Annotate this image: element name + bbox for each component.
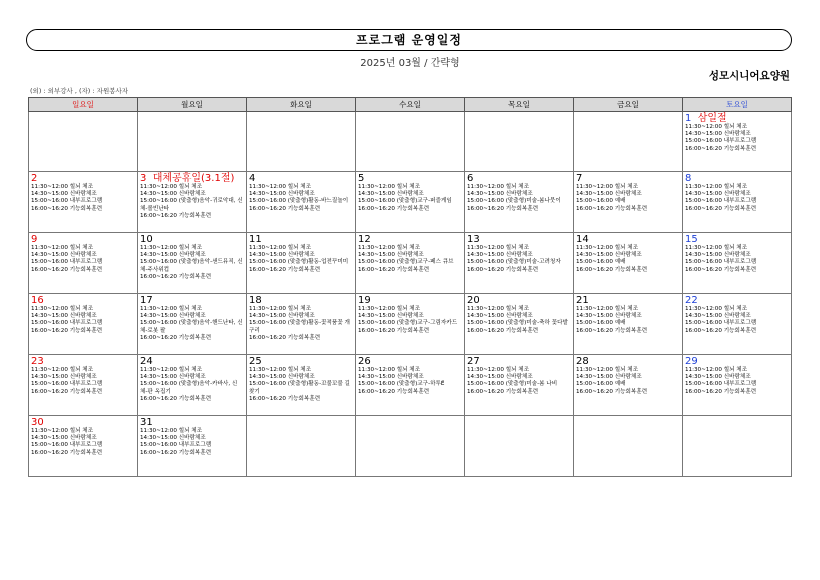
day-number: 9 <box>31 234 38 245</box>
schedule-item: 16:00~16:20 기능회복훈련 <box>576 205 648 212</box>
calendar-empty-cell <box>574 112 683 172</box>
schedule-item: 11:30~12:00 힐뇌 체조 <box>685 124 748 130</box>
day-number: 1 <box>685 113 692 124</box>
calendar-day-cell <box>683 112 792 172</box>
schedule-item: 11:30~12:00 힐뇌 체조 <box>140 245 203 251</box>
day-number: 23 <box>31 356 44 367</box>
day-number: 26 <box>358 356 371 367</box>
schedule-item: 15:00~16:00 내부프로그램 <box>31 259 103 266</box>
calendar-day-cell <box>138 294 247 355</box>
day-number-row <box>358 295 462 306</box>
schedule-item: 11:30~12:00 힐뇌 체조 <box>358 367 421 373</box>
schedule-item: 11:30~12:00 힐뇌 체조 <box>576 245 639 251</box>
schedule-item: 14:30~15:00 신바람체조 <box>31 252 97 259</box>
day-number-row <box>467 234 571 245</box>
calendar-day-cell <box>465 355 574 416</box>
day-number: 30 <box>31 417 44 428</box>
schedule-item: 14:30~15:00 신바람체조 <box>685 374 751 381</box>
calendar-day-cell <box>683 355 792 416</box>
schedule-item: 11:30~12:00 힐뇌 체조 <box>249 306 312 312</box>
day-number-row <box>576 295 680 306</box>
schedule-item: 11:30~12:00 힐뇌 체조 <box>467 367 530 373</box>
schedule-item: 16:00~16:20 기능회복훈련 <box>249 395 321 402</box>
day-number-row <box>31 356 135 367</box>
schedule-item: 15:00~16:00 (맞춤형)음악-샌드뮤직, 신체-주사위컵 <box>140 259 243 273</box>
schedule-item: 11:30~12:00 힐뇌 체조 <box>140 184 203 190</box>
calendar-empty-cell <box>356 416 465 477</box>
calendar-empty-cell <box>29 112 138 172</box>
day-number-row <box>31 173 135 184</box>
weekday-header-mon: 월요일 <box>138 98 247 112</box>
calendar-empty-cell <box>356 112 465 172</box>
schedule-item: 14:30~15:00 신바람체조 <box>685 252 751 259</box>
schedule-item: 14:30~15:00 신바람체조 <box>685 313 751 320</box>
holiday-label: 삼일절 <box>697 113 727 124</box>
calendar-week-row <box>29 172 792 233</box>
calendar-day-cell <box>247 233 356 294</box>
day-number: 10 <box>140 234 153 245</box>
calendar-day-cell <box>29 416 138 477</box>
day-number-row <box>576 234 680 245</box>
schedule-item: 15:00~16:00 내부프로그램 <box>140 442 212 449</box>
schedule-item: 15:00~16:00 예배 <box>576 381 626 388</box>
calendar-day-cell <box>29 355 138 416</box>
schedule-item: 15:00~16:00 (맞춤형)활동-업전꾸미미 <box>249 259 349 266</box>
day-number-row <box>358 173 462 184</box>
schedule-item: 11:30~12:00 힐뇌 체조 <box>358 245 421 251</box>
schedule-item: 16:00~16:20 기능회복훈련 <box>140 273 212 280</box>
schedule-item: 15:00~16:00 (맞춤형)교구-페스 큐브 <box>358 259 454 266</box>
schedule-item: 14:30~15:00 신바람체조 <box>140 252 206 259</box>
weekday-header-row <box>29 98 792 112</box>
calendar-day-cell <box>247 294 356 355</box>
weekday-header-sat: 토요일 <box>683 98 792 112</box>
schedule-item: 11:30~12:00 힐뇌 체조 <box>467 306 530 312</box>
schedule-item: 11:30~12:00 힐뇌 체조 <box>249 184 312 190</box>
day-number: 16 <box>31 295 44 306</box>
schedule-item: 15:00~16:00 (맞춤형)교구-퍼즐게임 <box>358 198 452 205</box>
schedule-item: 15:00~16:00 (맞춤형)활동-바느질놀이 <box>249 198 349 205</box>
calendar-day-cell <box>574 294 683 355</box>
calendar-day-cell <box>356 294 465 355</box>
schedule-item: 15:00~16:00 (맞춤형)미술-봄나뭇이 <box>467 198 561 205</box>
day-number: 18 <box>249 295 262 306</box>
schedule-item: 16:00~16:20 기능회복훈련 <box>249 205 321 212</box>
calendar-week-row <box>29 112 792 172</box>
schedule-item: 11:30~12:00 힐뇌 체조 <box>140 306 203 312</box>
schedule-item: 11:30~12:00 힐뇌 체조 <box>576 367 639 373</box>
day-number: 2 <box>31 173 38 184</box>
schedule-item: 15:00~16:00 내부프로그램 <box>685 259 757 266</box>
schedule-item: 14:30~15:00 신바람체조 <box>249 374 315 381</box>
calendar-day-cell <box>247 355 356 416</box>
day-number-row <box>576 356 680 367</box>
schedule-item: 14:30~15:00 신바람체조 <box>685 131 751 138</box>
day-number: 28 <box>576 356 589 367</box>
day-number: 24 <box>140 356 153 367</box>
day-number-row <box>140 173 244 184</box>
day-number-row <box>685 173 789 184</box>
page-subtitle: 2025년 03월 / 간략형 <box>360 58 460 69</box>
calendar-empty-cell <box>683 416 792 477</box>
schedule-item: 15:00~16:00 예배 <box>576 259 626 266</box>
schedule-item: 14:30~15:00 신바람체조 <box>31 313 97 320</box>
calendar-week-row <box>29 294 792 355</box>
calendar-table <box>28 97 792 477</box>
day-number: 14 <box>576 234 589 245</box>
schedule-item: 16:00~16:20 기능회복훈련 <box>685 145 757 152</box>
schedule-item: 14:30~15:00 신바람체조 <box>358 252 424 259</box>
weekday-header-tue: 화요일 <box>247 98 356 112</box>
schedule-item: 15:00~16:00 내부프로그램 <box>685 320 757 327</box>
schedule-item: 15:00~16:00 내부프로그램 <box>685 198 757 205</box>
calendar-empty-cell <box>465 112 574 172</box>
schedule-item: 11:30~12:00 힐뇌 체조 <box>31 306 94 312</box>
schedule-item: 11:30~12:00 힐뇌 체조 <box>31 367 94 373</box>
schedule-item: 14:30~15:00 신바람체조 <box>249 252 315 259</box>
schedule-item: 16:00~16:20 기능회복훈련 <box>249 266 321 273</box>
schedule-item: 11:30~12:00 힐뇌 체조 <box>31 184 94 190</box>
schedule-item: 15:00~16:00 내부프로그램 <box>31 442 103 449</box>
day-number: 25 <box>249 356 262 367</box>
schedule-item: 14:30~15:00 신바람체조 <box>249 191 315 198</box>
schedule-item: 16:00~16:20 기능회복훈련 <box>358 205 430 212</box>
day-number: 12 <box>358 234 371 245</box>
schedule-item: 16:00~16:20 기능회복훈련 <box>685 266 757 273</box>
day-number-row <box>249 356 353 367</box>
day-number-row <box>31 295 135 306</box>
schedule-item: 14:30~15:00 신바람체조 <box>31 374 97 381</box>
day-number: 31 <box>140 417 153 428</box>
calendar-day-cell <box>683 172 792 233</box>
calendar-day-cell <box>356 172 465 233</box>
schedule-item: 14:30~15:00 신바람체조 <box>140 374 206 381</box>
schedule-item: 15:00~16:00 (맞춤형)미술-축하 꽃다발 <box>467 320 568 327</box>
day-number: 6 <box>467 173 474 184</box>
day-number-row <box>358 356 462 367</box>
schedule-item: 11:30~12:00 힐뇌 체조 <box>467 184 530 190</box>
schedule-item: 14:30~15:00 신바람체조 <box>576 252 642 259</box>
day-number-row <box>685 295 789 306</box>
schedule-item: 14:30~15:00 신바람체조 <box>140 435 206 442</box>
day-number: 20 <box>467 295 480 306</box>
schedule-item: 15:00~16:00 (맞춤형)음악-카바사, 신체-판 옥집기 <box>140 381 238 395</box>
schedule-item: 15:00~16:00 내부프로그램 <box>31 381 103 388</box>
schedule-item: 16:00~16:20 기능회복훈련 <box>31 205 103 212</box>
schedule-item: 11:30~12:00 힐뇌 체조 <box>576 184 639 190</box>
schedule-item: 16:00~16:20 기능회복훈련 <box>140 449 212 456</box>
schedule-item: 16:00~16:20 기능회복훈련 <box>576 388 648 395</box>
schedule-item: 15:00~16:00 (맞춤형)음악-귀로악대, 신체-볼빈난타 <box>140 198 243 212</box>
schedule-item: 11:30~12:00 힐뇌 체조 <box>685 306 748 312</box>
day-number: 13 <box>467 234 480 245</box>
day-number-row <box>467 356 571 367</box>
calendar-empty-cell <box>574 416 683 477</box>
schedule-item: 16:00~16:20 기능회복훈련 <box>467 205 539 212</box>
day-number: 21 <box>576 295 589 306</box>
schedule-item: 14:30~15:00 신바람체조 <box>576 191 642 198</box>
schedule-item: 16:00~16:20 기능회복훈련 <box>685 205 757 212</box>
schedule-item: 15:00~16:00 (맞춤형)활동-꽃적품꽃 개구리 <box>249 320 350 334</box>
day-number-row <box>140 295 244 306</box>
day-number: 19 <box>358 295 371 306</box>
calendar-day-cell <box>683 233 792 294</box>
schedule-item: 16:00~16:20 기능회복훈련 <box>685 327 757 334</box>
day-number-row <box>249 173 353 184</box>
schedule-item: 14:30~15:00 신바람체조 <box>467 191 533 198</box>
calendar-day-cell <box>574 233 683 294</box>
day-number-row <box>140 417 244 428</box>
schedule-item: 15:00~16:00 내부프로그램 <box>685 381 757 388</box>
calendar-empty-cell <box>247 416 356 477</box>
calendar-day-cell <box>356 233 465 294</box>
day-number: 22 <box>685 295 698 306</box>
schedule-item: 14:30~15:00 신바람체조 <box>249 313 315 320</box>
schedule-item: 16:00~16:20 기능회복훈련 <box>576 266 648 273</box>
schedule-item: 15:00~16:00 예배 <box>576 320 626 327</box>
weekday-header-sun: 일요일 <box>29 98 138 112</box>
schedule-item: 11:30~12:00 힐뇌 체조 <box>685 245 748 251</box>
calendar-day-cell <box>29 233 138 294</box>
schedule-item: 15:00~16:00 (맞춤형)활동-꼬불꼬불 길찾기 <box>249 381 350 395</box>
schedule-item: 15:00~16:00 (맞춤형)교구-그림자카드 <box>358 320 458 327</box>
day-number: 8 <box>685 173 692 184</box>
day-number: 7 <box>576 173 583 184</box>
schedule-item: 11:30~12:00 힐뇌 체조 <box>467 245 530 251</box>
schedule-item: 14:30~15:00 신바람체조 <box>358 374 424 381</box>
schedule-item: 15:00~16:00 (맞춤형)음악-핸드난타, 신체-로봇 팔 <box>140 320 243 334</box>
schedule-item: 16:00~16:20 기능회복훈련 <box>140 334 212 341</box>
schedule-item: 16:00~16:20 기능회복훈련 <box>140 212 212 219</box>
schedule-item: 15:00~16:00 예배 <box>576 198 626 205</box>
schedule-item: 11:30~12:00 힐뇌 체조 <box>31 428 94 434</box>
schedule-item: 11:30~12:00 힐뇌 체조 <box>685 367 748 373</box>
schedule-item: 14:30~15:00 신바람체조 <box>140 191 206 198</box>
day-number-row <box>685 356 789 367</box>
schedule-item: 15:00~16:00 (맞춤형)교구-하투Ё <box>358 381 445 388</box>
calendar-day-cell <box>29 294 138 355</box>
day-number: 29 <box>685 356 698 367</box>
schedule-item: 14:30~15:00 신바람체조 <box>358 191 424 198</box>
day-number: 15 <box>685 234 698 245</box>
schedule-item: 16:00~16:20 기능회복훈련 <box>31 266 103 273</box>
schedule-item: 11:30~12:00 힐뇌 체조 <box>249 367 312 373</box>
organization-name: 성모시니어요양원 <box>708 70 790 82</box>
day-number-row <box>685 113 789 124</box>
schedule-item: 11:30~12:00 힐뇌 체조 <box>358 184 421 190</box>
day-number-row <box>140 234 244 245</box>
schedule-item: 16:00~16:20 기능회복훈련 <box>358 266 430 273</box>
schedule-item: 16:00~16:20 기능회복훈련 <box>31 388 103 395</box>
schedule-item: 14:30~15:00 신바람체조 <box>576 374 642 381</box>
day-number: 3 <box>140 173 147 184</box>
day-number-row <box>140 356 244 367</box>
calendar-day-cell <box>138 172 247 233</box>
day-number-row <box>31 234 135 245</box>
schedule-item: 14:30~15:00 신바람체조 <box>31 191 97 198</box>
day-number-row <box>467 173 571 184</box>
schedule-item: 14:30~15:00 신바람체조 <box>31 435 97 442</box>
schedule-item: 11:30~12:00 힐뇌 체조 <box>140 367 203 373</box>
day-number-row <box>576 173 680 184</box>
schedule-item: 14:30~15:00 신바람체조 <box>467 252 533 259</box>
calendar-week-row <box>29 416 792 477</box>
day-number-row <box>249 234 353 245</box>
calendar-empty-cell <box>247 112 356 172</box>
schedule-item: 16:00~16:20 기능회복훈련 <box>31 449 103 456</box>
calendar-day-cell <box>465 294 574 355</box>
schedule-item: 15:00~16:00 (맞춤형)미술-봄 나비 <box>467 381 558 388</box>
schedule-item: 15:00~16:00 내부프로그램 <box>31 320 103 327</box>
schedule-item: 16:00~16:20 기능회복훈련 <box>358 388 430 395</box>
day-number-row <box>358 234 462 245</box>
day-number: 17 <box>140 295 153 306</box>
schedule-item: 11:30~12:00 힐뇌 체조 <box>358 306 421 312</box>
schedule-item: 14:30~15:00 신바람체조 <box>685 191 751 198</box>
calendar-day-cell <box>29 172 138 233</box>
calendar-day-cell <box>574 355 683 416</box>
calendar-week-row <box>29 233 792 294</box>
day-number: 4 <box>249 173 256 184</box>
calendar-day-cell <box>574 172 683 233</box>
schedule-item: 16:00~16:20 기능회복훈련 <box>685 388 757 395</box>
calendar-body <box>29 112 792 477</box>
schedule-item: 14:30~15:00 신바람체조 <box>140 313 206 320</box>
weekday-header-fri: 금요일 <box>574 98 683 112</box>
calendar-empty-cell <box>138 112 247 172</box>
schedule-item: 11:30~12:00 힐뇌 체조 <box>576 306 639 312</box>
schedule-item: 14:30~15:00 신바람체조 <box>467 313 533 320</box>
schedule-item: 14:30~15:00 신바람체조 <box>358 313 424 320</box>
calendar-day-cell <box>465 233 574 294</box>
day-number-row <box>685 234 789 245</box>
day-number: 11 <box>249 234 262 245</box>
schedule-item: 16:00~16:20 기능회복훈련 <box>31 327 103 334</box>
schedule-item: 11:30~12:00 힐뇌 체조 <box>249 245 312 251</box>
weekday-header-thu: 목요일 <box>465 98 574 112</box>
schedule-item: 16:00~16:20 기능회복훈련 <box>140 395 212 402</box>
day-number: 27 <box>467 356 480 367</box>
page-title: 프로그램 운영일정 <box>26 29 792 51</box>
day-number-row <box>249 295 353 306</box>
calendar-day-cell <box>138 416 247 477</box>
schedule-item: 15:00~16:00 내부프로그램 <box>685 138 757 145</box>
schedule-item: 16:00~16:20 기능회복훈련 <box>467 388 539 395</box>
schedule-item: 11:30~12:00 힐뇌 체조 <box>31 245 94 251</box>
calendar-day-cell <box>247 172 356 233</box>
schedule-item: 14:30~15:00 신바람체조 <box>576 313 642 320</box>
schedule-item: 15:00~16:00 내부프로그램 <box>31 198 103 205</box>
weekday-header-wed: 수요일 <box>356 98 465 112</box>
day-number-row <box>31 417 135 428</box>
schedule-item: 16:00~16:20 기능회복훈련 <box>249 334 321 341</box>
schedule-item: 14:30~15:00 신바람체조 <box>467 374 533 381</box>
day-number: 5 <box>358 173 365 184</box>
legend-text: (외) : 외부강사 , (자) : 자원봉사자 <box>30 87 129 95</box>
calendar-day-cell <box>683 294 792 355</box>
calendar-day-cell <box>356 355 465 416</box>
schedule-item: 15:00~16:00 (맞춤형)미술-고려청자 <box>467 259 561 266</box>
schedule-item: 11:30~12:00 힐뇌 체조 <box>140 428 203 434</box>
schedule-item: 16:00~16:20 기능회복훈련 <box>467 266 539 273</box>
calendar-day-cell <box>138 355 247 416</box>
holiday-label: 대체공휴일(3.1절) <box>152 173 235 184</box>
schedule-item: 16:00~16:20 기능회복훈련 <box>576 327 648 334</box>
schedule-item: 16:00~16:20 기능회복훈련 <box>467 327 539 334</box>
schedule-item: 11:30~12:00 힐뇌 체조 <box>685 184 748 190</box>
calendar-empty-cell <box>465 416 574 477</box>
calendar-day-cell <box>465 172 574 233</box>
schedule-item: 16:00~16:20 기능회복훈련 <box>358 327 430 334</box>
calendar-day-cell <box>138 233 247 294</box>
day-number-row <box>467 295 571 306</box>
calendar-week-row <box>29 355 792 416</box>
